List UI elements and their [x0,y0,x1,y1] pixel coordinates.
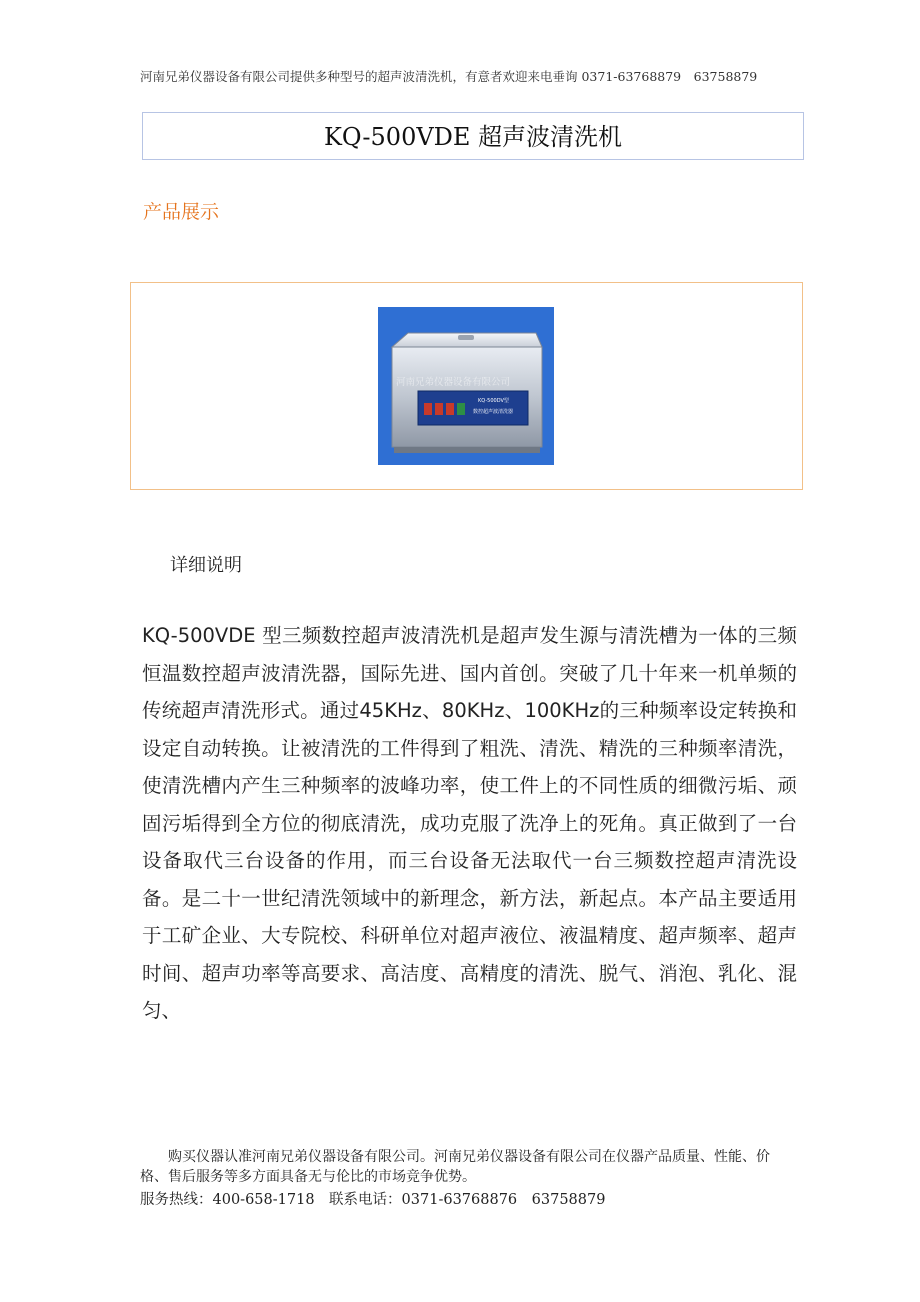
footer-text: 购买仪器认准河南兄弟仪器设备有限公司。河南兄弟仪器设备有限公司在仪器产品质量、性能、价格、售后服务等多方面具备无与伦比的市场竞争优势。 [140,1149,770,1185]
details-heading: 详细说明 [170,555,242,576]
panel-label: KQ-500DV型 [478,398,509,404]
product-display-heading: 产品展示 [143,201,220,223]
page-title: KQ-500VDE 超声波清洗机 [323,123,623,151]
panel-subtitle: 数控超声波清洗器 [473,409,514,415]
details-paragraph: KQ-500VDE 型三频数控超声波清洗机是超声发生源与清洗槽为一体的三频恒温数控超声波清洗器，国际先进、国内首创。突破了几十年来一机单频的传统超声清洗形式。通过45KHz、80KHz、100KHz的三种频率设定转换和设定自动转换。让被清洗的工件得到了粗洗、清洗、精洗的三种频率清洗，使清洗槽内产生三种频率的波峰功率，使工件上的不同性质的细微污垢、顽固污垢得到全方位的彻底清洗，成功克服了洗净上的死角。真正做到了一台设备取代三台设备的作用，而三台设备无法取代一台三频数控超声清洗设备。是二十一世纪清洗领域中的新理念，新方法，新起点。本产品主要适用于工矿企业、大专院校、科研单位对超声液位、液温精度、超声频率、超声时间、超声功率等高要求、高洁度、高精度的清洗、脱气、消泡、乳化、混匀、 [142,624,797,1022]
header-text: 河南兄弟仪器设备有限公司提供多种型号的超声波清洗机，有意者欢迎来电垂询 0371-63768879 63758879 [140,69,758,84]
footer-contact: 服务热线：400-658-1718 联系电话：0371-63768876 63758879 [140,1192,606,1208]
watermark: 河南兄弟仪器设备有限公司 [396,377,511,388]
